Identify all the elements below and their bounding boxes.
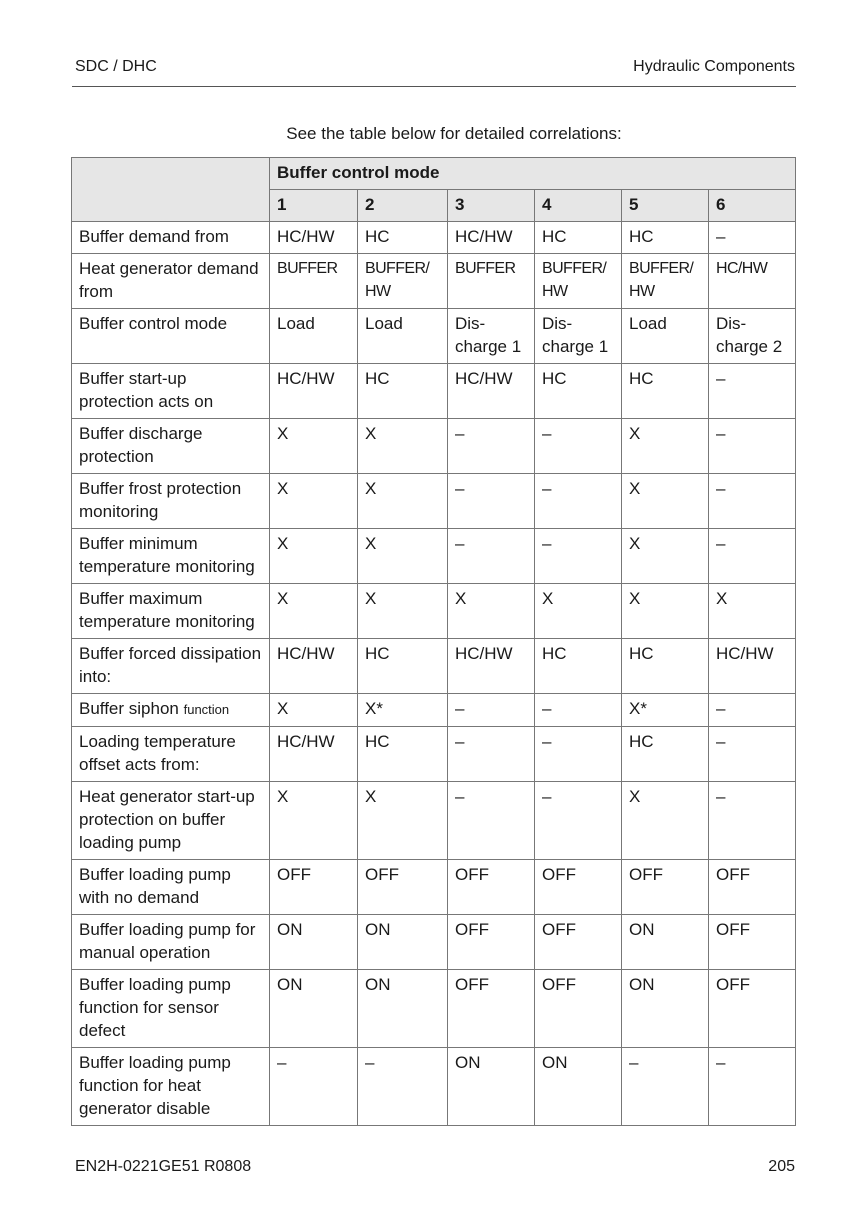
table-cell: HC	[535, 222, 622, 254]
table-cell: X	[358, 584, 448, 639]
table-cell: ON	[270, 970, 358, 1048]
row-label-text: Heat generator demand from	[79, 259, 259, 301]
mode-header: 2	[358, 190, 448, 222]
table-cell: BUFFER/ HW	[358, 254, 448, 309]
table-cell: Dis- charge 2	[709, 309, 796, 364]
row-label	[72, 419, 270, 474]
row-label-text: Buffer minimum temperature monitoring	[79, 534, 255, 576]
table-row	[72, 639, 796, 694]
table-cell: BUFFER/ HW	[622, 254, 709, 309]
intro-text: See the table below for detailed correlations:	[286, 124, 622, 143]
table-cell: Load	[270, 309, 358, 364]
table-cell: X	[622, 584, 709, 639]
table-cell: X*	[622, 694, 709, 727]
table-row	[72, 694, 796, 727]
row-label-text: Buffer control mode	[79, 314, 228, 333]
row-label-text: Buffer loading pump with no demand	[79, 865, 231, 907]
row-label-text: Buffer loading pump for manual operation	[79, 920, 256, 962]
table-cell: OFF	[535, 970, 622, 1048]
table-cell: –	[270, 1048, 358, 1126]
row-label	[72, 529, 270, 584]
table-cell: –	[448, 694, 535, 727]
table-cell: Load	[622, 309, 709, 364]
table-cell: –	[535, 727, 622, 782]
table-cell: OFF	[448, 915, 535, 970]
table-cell: ON	[448, 1048, 535, 1126]
row-label-text: Buffer start-up protection acts on	[79, 369, 214, 411]
row-label-text: Heat generator start-up protection on buffer loading pump	[79, 787, 255, 852]
table-row	[72, 254, 796, 309]
correlation-table	[71, 157, 796, 1126]
row-label-text: Buffer maximum temperature monitoring	[79, 589, 255, 631]
mode-header: 4	[535, 190, 622, 222]
table-cell: HC/HW	[448, 364, 535, 419]
table-cell: –	[622, 1048, 709, 1126]
table-row	[72, 970, 796, 1048]
table-cell: HC	[358, 364, 448, 419]
table-cell: ON	[622, 970, 709, 1048]
table-cell: X	[270, 474, 358, 529]
table-cell: –	[535, 694, 622, 727]
table-cell: X	[270, 782, 358, 860]
table-row	[72, 860, 796, 915]
header-section-title: Hydraulic Components	[633, 58, 795, 75]
table-cell: –	[709, 364, 796, 419]
mode-header: 5	[622, 190, 709, 222]
header-divider	[72, 86, 796, 87]
row-label-text: Buffer discharge protection	[79, 424, 203, 466]
row-label	[72, 639, 270, 694]
table-row	[72, 419, 796, 474]
row-label-text: Buffer frost protection monitoring	[79, 479, 242, 521]
header-doc-title: SDC / DHC	[75, 58, 157, 75]
table-corner-cell	[72, 158, 270, 222]
table-cell: OFF	[535, 860, 622, 915]
table-cell: HC/HW	[270, 364, 358, 419]
table-cell: BUFFER/ HW	[535, 254, 622, 309]
table-cell: –	[535, 529, 622, 584]
table-cell: X	[270, 584, 358, 639]
table-cell: OFF	[622, 860, 709, 915]
table-row	[72, 584, 796, 639]
row-label	[72, 860, 270, 915]
table-row	[72, 782, 796, 860]
table-cell: OFF	[448, 860, 535, 915]
table-cell: ON	[358, 915, 448, 970]
row-label-text: Buffer demand from	[79, 227, 229, 246]
row-label	[72, 1048, 270, 1126]
table-cell: X	[270, 419, 358, 474]
table-cell: –	[709, 419, 796, 474]
row-label	[72, 970, 270, 1048]
table-body	[72, 222, 796, 1126]
table-cell: ON	[270, 915, 358, 970]
table-cell: X	[622, 474, 709, 529]
row-label-text: Buffer loading pump function for sensor defect	[79, 975, 231, 1040]
table-cell: HC	[622, 727, 709, 782]
footer-doc-code: EN2H-0221GE51 R0808	[75, 1158, 252, 1175]
row-label	[72, 584, 270, 639]
table-cell: –	[709, 474, 796, 529]
table-cell: OFF	[270, 860, 358, 915]
table-cell: –	[709, 1048, 796, 1126]
row-label-text: Loading temperature offset acts from:	[79, 732, 236, 774]
table-cell: –	[448, 782, 535, 860]
table-cell: HC	[358, 222, 448, 254]
table-cell: X	[622, 529, 709, 584]
table-cell: –	[448, 727, 535, 782]
table-cell: HC	[535, 364, 622, 419]
row-label	[72, 694, 270, 727]
table-cell: OFF	[358, 860, 448, 915]
table-cell: HC/HW	[270, 727, 358, 782]
table-cell: Load	[358, 309, 448, 364]
row-label	[72, 254, 270, 309]
table-cell: –	[709, 222, 796, 254]
table-cell: OFF	[709, 915, 796, 970]
table-cell: OFF	[535, 915, 622, 970]
table-cell: HC	[358, 727, 448, 782]
table-cell: Dis- charge 1	[448, 309, 535, 364]
table-cell: HC	[622, 222, 709, 254]
table-cell: –	[535, 474, 622, 529]
row-label-text: Buffer loading pump function for heat generator disable	[79, 1053, 231, 1118]
page-number: 205	[768, 1158, 795, 1175]
table-cell: –	[709, 727, 796, 782]
table-cell: –	[448, 474, 535, 529]
table-cell: X	[358, 529, 448, 584]
row-label-text: Buffer forced dissipation into:	[79, 644, 262, 686]
table-cell: –	[709, 782, 796, 860]
mode-header: 3	[448, 190, 535, 222]
table-cell: BUFFER	[448, 254, 535, 309]
table-cell: X	[622, 782, 709, 860]
table-cell: OFF	[709, 970, 796, 1048]
table-cell: HC/HW	[448, 639, 535, 694]
table-row	[72, 915, 796, 970]
table-cell: –	[448, 529, 535, 584]
table-cell: X	[358, 419, 448, 474]
table-cell: –	[448, 419, 535, 474]
table-cell: X	[270, 694, 358, 727]
row-label	[72, 309, 270, 364]
table-cell: HC/HW	[709, 639, 796, 694]
table-cell: HC	[622, 364, 709, 419]
table-row	[72, 474, 796, 529]
table-cell: –	[709, 529, 796, 584]
table-row	[72, 309, 796, 364]
table-cell: HC	[358, 639, 448, 694]
table-cell: OFF	[448, 970, 535, 1048]
table-cell: BUFFER	[270, 254, 358, 309]
row-label-text: Buffer siphon	[79, 699, 179, 718]
table-cell: X	[448, 584, 535, 639]
table-cell: HC	[535, 639, 622, 694]
table-cell: –	[535, 782, 622, 860]
row-label	[72, 222, 270, 254]
row-label	[72, 364, 270, 419]
table-cell: HC/HW	[270, 639, 358, 694]
table-cell: X	[535, 584, 622, 639]
table-row	[72, 1048, 796, 1126]
group-header: Buffer control mode	[270, 158, 796, 190]
table-row	[72, 222, 796, 254]
mode-header: 6	[709, 190, 796, 222]
table-cell: –	[535, 419, 622, 474]
table-cell: ON	[358, 970, 448, 1048]
table-cell: –	[709, 694, 796, 727]
table-cell: ON	[622, 915, 709, 970]
row-label	[72, 915, 270, 970]
table-cell: OFF	[709, 860, 796, 915]
table-cell: ON	[535, 1048, 622, 1126]
row-label	[72, 474, 270, 529]
table-cell: X	[622, 419, 709, 474]
row-label-suffix: function	[183, 702, 230, 717]
table-cell: X*	[358, 694, 448, 727]
table-cell: HC/HW	[709, 254, 796, 309]
table-cell: HC/HW	[448, 222, 535, 254]
table-cell: X	[270, 529, 358, 584]
mode-header: 1	[270, 190, 358, 222]
table-row	[72, 727, 796, 782]
table-cell: X	[709, 584, 796, 639]
table-row	[72, 364, 796, 419]
table-cell: –	[358, 1048, 448, 1126]
table-cell: HC	[622, 639, 709, 694]
row-label	[72, 727, 270, 782]
table-cell: HC/HW	[270, 222, 358, 254]
table-cell: X	[358, 474, 448, 529]
table-cell: Dis- charge 1	[535, 309, 622, 364]
table-cell: X	[358, 782, 448, 860]
row-label	[72, 782, 270, 860]
table-row	[72, 529, 796, 584]
